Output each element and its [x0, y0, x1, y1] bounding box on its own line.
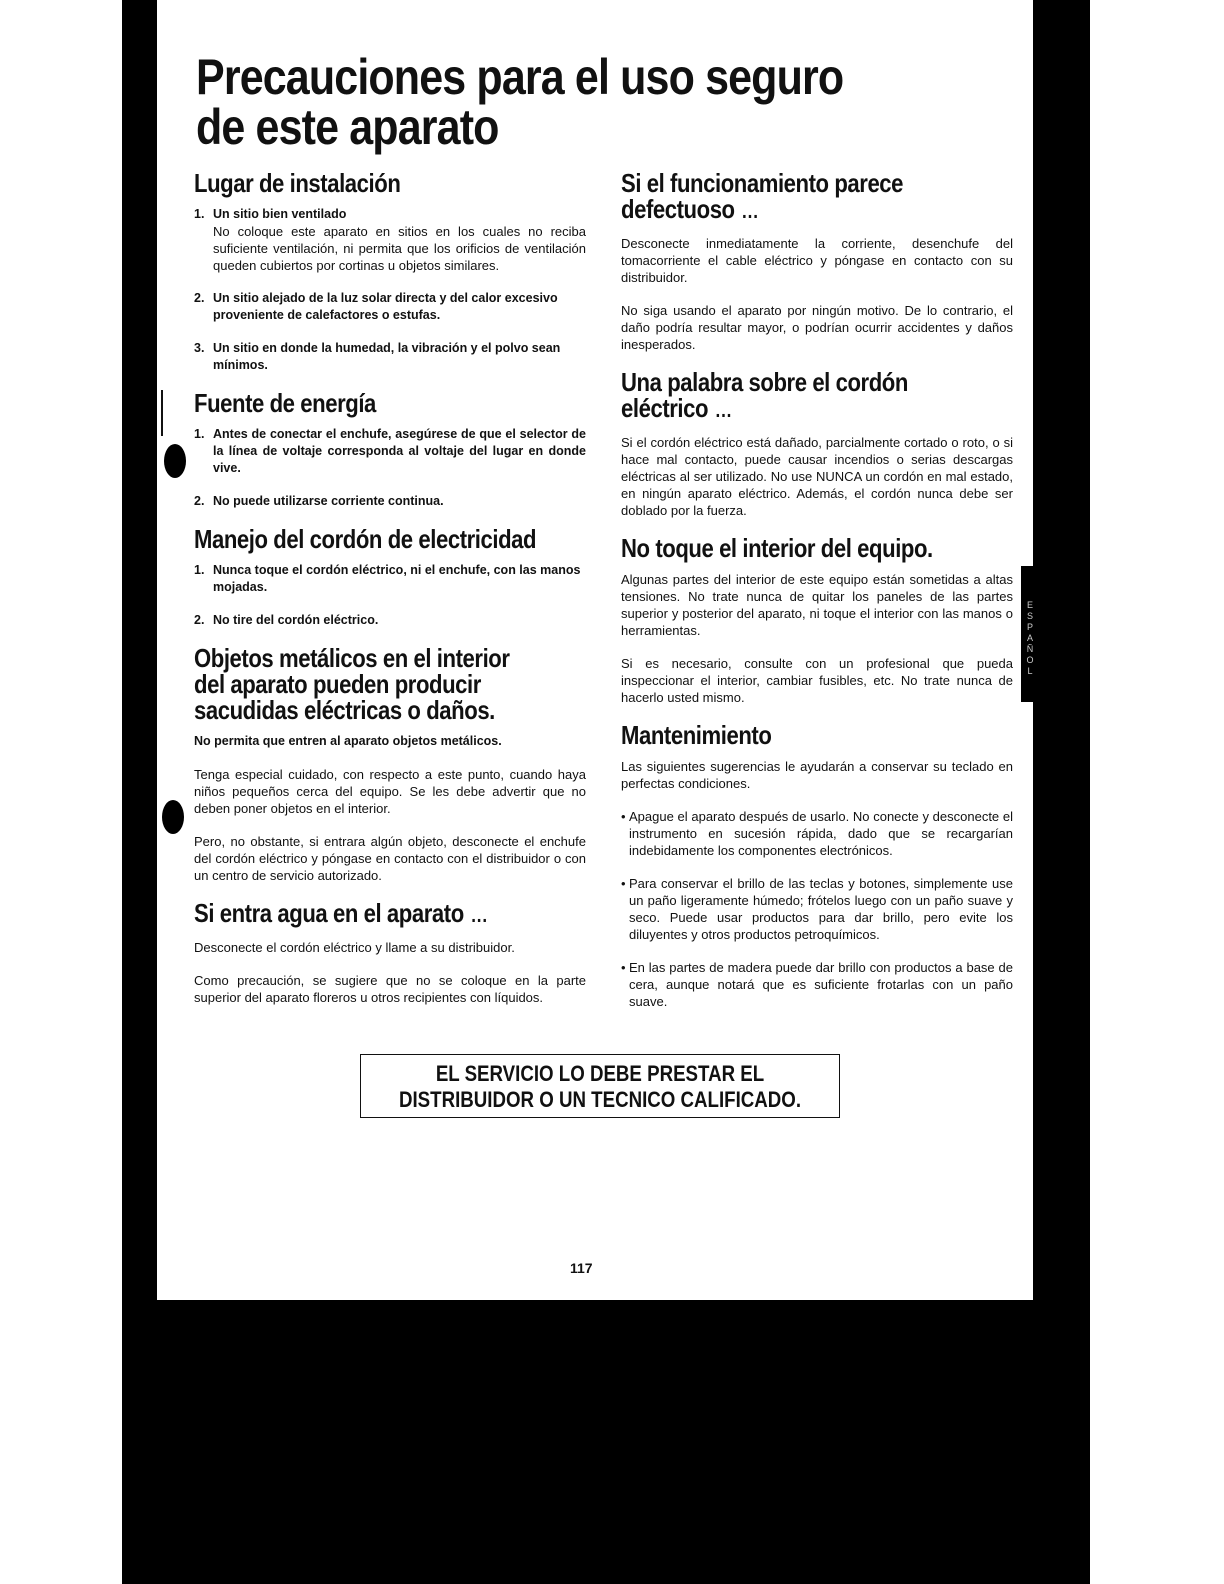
- section-heading: [194, 900, 587, 929]
- section-heading: Manejo del cordón de electricidad: [194, 524, 537, 554]
- bullet-item: [621, 959, 1013, 1010]
- page-title: Precauciones para el uso seguro de este aparato: [196, 49, 844, 155]
- section-lead: No permita que entren al aparato objetos metálicos.: [194, 734, 502, 748]
- item-text: Un sitio en donde la humedad, la vibración y el polvo sean mínimos.: [213, 341, 561, 372]
- left-column: [194, 170, 586, 1022]
- section-heading: Mantenimiento: [621, 720, 772, 750]
- section-cord-word: [621, 369, 1013, 519]
- service-notice-text: EL SERVICIO LO DEBE PRESTAR EL DISTRIBUIDOR O UN TECNICO CALIFICADO.: [398, 1061, 802, 1112]
- item-number: 1.: [194, 427, 205, 441]
- section-installation: [194, 170, 586, 374]
- item-number: 2.: [194, 291, 205, 305]
- section-power: [194, 390, 586, 510]
- paragraph: No siga usando el aparato por ningún motivo. De lo contrario, el daño podría resultar mayor, o podrían ocurrir accidentes y daños inesperados.: [621, 303, 1013, 352]
- bullet-icon: •: [621, 809, 626, 824]
- bullet-text: En las partes de madera puede dar brillo con productos a base de cera, aunque notará que es suficiente frotarlas con un paño suave.: [629, 960, 1013, 1009]
- paragraph: Las siguientes sugerencias le ayudarán a conservar su teclado en perfectas condiciones.: [621, 759, 1013, 791]
- item-number: 2.: [194, 613, 205, 627]
- heading-text: Si entra agua en el aparato: [194, 898, 464, 928]
- section-heading: Lugar de instalación: [194, 168, 401, 198]
- paragraph: Si es necesario, consulte con un profesional que pueda inspeccionar el interior, cambiar fusibles, etc. No trate nunca de hacerlo usted mismo.: [621, 656, 1013, 705]
- section-heading: [621, 369, 954, 424]
- item-text: Antes de conectar el enchufe, asegúrese de que el selector de la línea de voltaje corresponda al voltaje del lugar en donde vive.: [213, 427, 586, 475]
- bullet-text: Para conservar el brillo de las teclas y botones, simplemente use un paño ligeramente húmedo; frótelos luego con un paño suave y seco. Puede usar productos para dar brillo, pero evite los diluyentes y otros productos petroquímicos.: [629, 876, 1013, 942]
- list-item: [194, 612, 586, 629]
- bullet-text: Apague el aparato después de usarlo. No conecte y desconecte el instrumento en sucesión rápida, dado que se recargarían indebidamente los componentes electrónicos.: [629, 809, 1013, 858]
- bullet-icon: •: [621, 876, 626, 891]
- paragraph: Desconecte el cordón eléctrico y llame a su distribuidor.: [194, 940, 515, 955]
- installation-list: [194, 206, 586, 374]
- bullet-item: [621, 808, 1013, 859]
- cord-handling-list: [194, 562, 586, 629]
- page-number: 117: [570, 1260, 593, 1276]
- item-text: Nunca toque el cordón eléctrico, ni el enchufe, con las manos mojadas.: [213, 563, 581, 594]
- item-number: 1.: [194, 207, 205, 221]
- paragraph: Tenga especial cuidado, con respecto a este punto, cuando haya niños pequeños cerca del equipo. Se les debe advertir que no deben poner objetos en el interior.: [194, 767, 586, 816]
- service-notice-box: [360, 1054, 840, 1118]
- item-number: 2.: [194, 494, 205, 508]
- language-tab-label: ESPAÑOL: [1026, 600, 1034, 676]
- binder-hole-bottom: [162, 800, 184, 834]
- list-item: [194, 562, 586, 596]
- list-item: [194, 340, 586, 374]
- section-cord-handling: [194, 526, 586, 629]
- bullet-icon: •: [621, 960, 626, 975]
- item-text: No coloque este aparato en sitios en los cuales no reciba suficiente ventilación, ni permita que los orificios de ventilación queden cubiertos por cortinas u objetos similares.: [213, 224, 586, 273]
- item-number: 1.: [194, 563, 205, 577]
- heading-ellipsis: ...: [742, 201, 759, 223]
- item-text: No tire del cordón eléctrico.: [213, 613, 379, 627]
- power-list: [194, 426, 586, 510]
- item-text: No puede utilizarse corriente continua.: [213, 494, 444, 508]
- right-column: [621, 170, 1013, 1026]
- item-number: 3.: [194, 341, 205, 355]
- bullet-item: [621, 875, 1013, 943]
- section-malfunction: [621, 170, 1013, 353]
- section-interior: [621, 535, 1013, 706]
- section-heading: Fuente de energía: [194, 388, 376, 418]
- heading-text: Si el funcionamiento parece defectuoso: [621, 168, 904, 224]
- paragraph: Si el cordón eléctrico está dañado, parcialmente cortado o roto, o si hace mal contacto, puede causar incendios o serias descargas eléctricas al ser utilizado. No use NUNCA un cordón en mal estado, en ningún aparato eléctrico. Además, el cordón nunca debe ser doblado por la fuerza.: [621, 435, 1013, 518]
- item-text: Un sitio alejado de la luz solar directa y del calor excesivo proveniente de calefactores o estufas.: [213, 291, 558, 322]
- list-item: [194, 426, 586, 477]
- section-heading: Objetos metálicos en el interior del aparato pueden producir sacudidas eléctricas o daños.: [194, 643, 510, 725]
- binder-hole-top: [164, 444, 186, 478]
- heading-text: Una palabra sobre el cordón eléctrico: [621, 367, 908, 423]
- margin-mark: [161, 390, 163, 436]
- list-item: [194, 493, 586, 510]
- section-water: [194, 900, 586, 1006]
- section-maintenance: [621, 722, 1013, 1010]
- item-heading: Un sitio bien ventilado: [213, 207, 347, 221]
- list-item: [194, 290, 586, 324]
- section-heading: No toque el interior del equipo.: [621, 533, 933, 563]
- paragraph: Como precaución, se sugiere que no se coloque en la parte superior del aparato floreros u otros recipientes con líquidos.: [194, 973, 586, 1005]
- scan-border-bottom: [122, 1300, 1090, 1584]
- section-metal-objects: [194, 645, 586, 884]
- list-item: [194, 206, 586, 274]
- paragraph: Algunas partes del interior de este equipo están sometidas a altas tensiones. No trate nunca de quitar los paneles de las partes superior y posterior del aparato, ni toque el interior con las manos o herramientas.: [621, 572, 1013, 638]
- heading-ellipsis: ...: [715, 400, 733, 422]
- paragraph: Desconecte inmediatamente la corriente, desenchufe del tomacorriente el cable eléctrico y póngase en contacto con su distribuidor.: [621, 236, 1013, 285]
- paragraph: Pero, no obstante, si entrara algún objeto, desconecte el enchufe del cordón eléctrico y póngase en contacto con el distribuidor o con un centro de servicio autorizado.: [194, 834, 586, 883]
- section-heading: [621, 170, 954, 225]
- heading-ellipsis: ...: [471, 905, 488, 927]
